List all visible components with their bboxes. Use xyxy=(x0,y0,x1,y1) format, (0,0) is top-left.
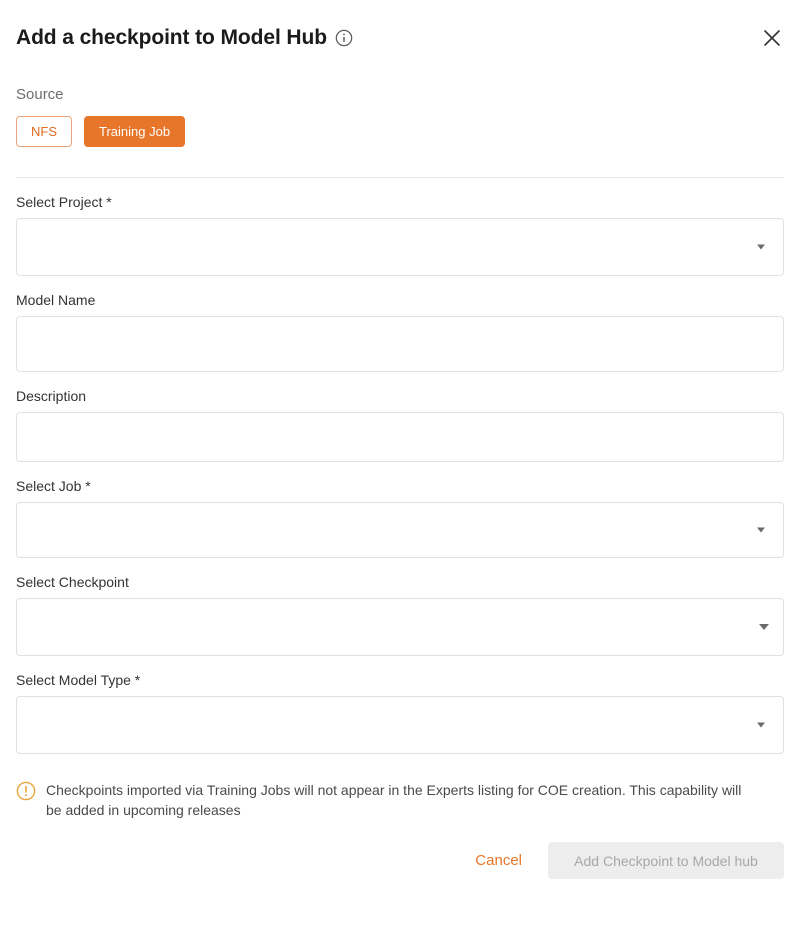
source-option-training-job[interactable]: Training Job xyxy=(84,116,185,147)
select-checkpoint-value[interactable] xyxy=(17,599,783,655)
cancel-button[interactable]: Cancel xyxy=(467,846,530,875)
description-label: Description xyxy=(16,388,87,404)
field-model-name xyxy=(16,292,784,372)
source-label: Source xyxy=(16,86,64,103)
divider xyxy=(16,177,784,178)
dialog-footer xyxy=(16,842,784,879)
close-icon[interactable] xyxy=(760,26,784,50)
select-job-label: Select Job * xyxy=(16,478,91,494)
select-job-value[interactable] xyxy=(17,503,783,557)
select-project-value[interactable] xyxy=(17,219,783,275)
select-model-type-label: Select Model Type * xyxy=(16,672,141,688)
add-checkpoint-button[interactable]: Add Checkpoint to Model hub xyxy=(548,842,784,879)
info-note xyxy=(16,780,784,820)
chevron-down-icon xyxy=(759,624,769,630)
description-input[interactable] xyxy=(17,413,783,461)
description-input-wrap[interactable] xyxy=(16,412,784,462)
field-select-project xyxy=(16,194,784,276)
select-project-dropdown[interactable] xyxy=(16,218,784,276)
model-name-label: Model Name xyxy=(16,292,96,308)
dialog-header xyxy=(16,0,784,56)
page-title: Add a checkpoint to Model Hub xyxy=(16,26,327,49)
select-model-type-dropdown[interactable] xyxy=(16,696,784,754)
info-icon[interactable] xyxy=(335,29,353,47)
source-option-nfs[interactable]: NFS xyxy=(16,116,72,147)
field-select-model-type xyxy=(16,672,784,754)
info-note-text: Checkpoints imported via Training Jobs will not appear in the Experts listing for COE creation. This capability will be added in upcoming releases xyxy=(46,782,742,818)
chevron-down-icon xyxy=(757,528,765,533)
select-checkpoint-label: Select Checkpoint xyxy=(16,574,129,590)
select-job-dropdown[interactable] xyxy=(16,502,784,558)
chevron-down-icon xyxy=(757,245,765,250)
model-name-input[interactable] xyxy=(17,317,783,371)
field-select-checkpoint xyxy=(16,574,784,656)
select-project-label: Select Project * xyxy=(16,194,112,210)
warning-circle-icon xyxy=(16,781,36,806)
select-model-type-value[interactable] xyxy=(17,697,783,753)
source-toggle-group xyxy=(16,116,784,147)
model-name-input-wrap[interactable] xyxy=(16,316,784,372)
select-checkpoint-dropdown[interactable] xyxy=(16,598,784,656)
field-select-job xyxy=(16,478,784,558)
field-description xyxy=(16,388,784,462)
chevron-down-icon xyxy=(757,723,765,728)
